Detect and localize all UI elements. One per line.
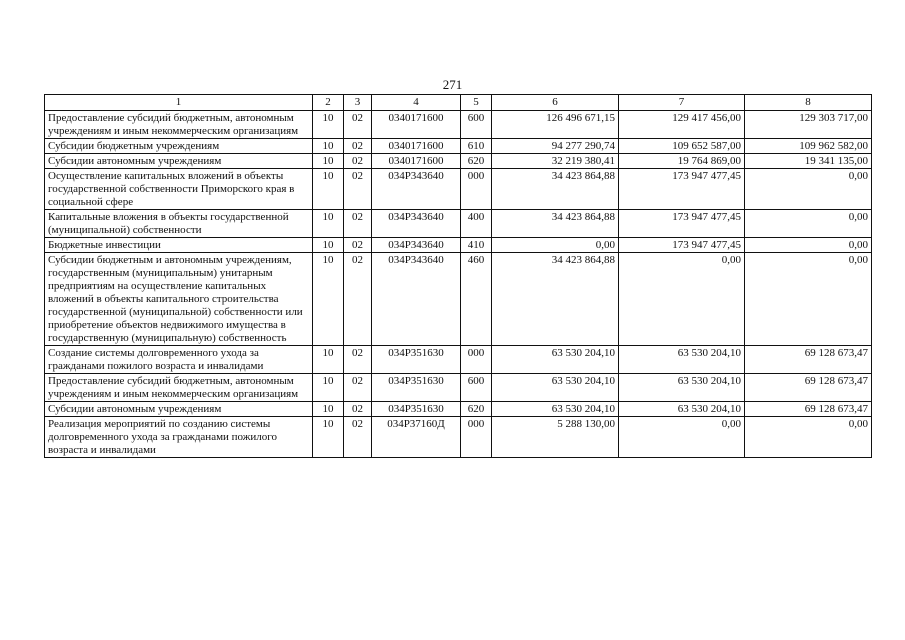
amount-col7-cell: 63 530 204,10 [619,374,745,402]
subsection-code-cell: 02 [344,253,372,346]
amount-col7-cell: 173 947 477,45 [619,238,745,253]
column-number: 4 [372,95,461,111]
amount-col7-cell: 173 947 477,45 [619,169,745,210]
target-article-cell: 034P343640 [372,253,461,346]
amount-col7-cell: 129 417 456,00 [619,111,745,139]
section-code-cell: 10 [313,253,344,346]
expense-type-cell: 600 [461,111,492,139]
amount-col6-cell: 34 423 864,88 [492,169,619,210]
amount-col6-cell: 5 288 130,00 [492,417,619,458]
expense-type-cell: 400 [461,210,492,238]
table-row [45,169,872,210]
column-number: 1 [45,95,313,111]
subsection-code-cell: 02 [344,238,372,253]
target-article-cell: 0340171600 [372,139,461,154]
section-code-cell: 10 [313,111,344,139]
target-article-cell: 034P351630 [372,374,461,402]
amount-col6-cell: 32 219 380,41 [492,154,619,169]
amount-col7-cell: 109 652 587,00 [619,139,745,154]
section-code-cell: 10 [313,238,344,253]
target-article-cell: 034P343640 [372,169,461,210]
amount-col6-cell: 94 277 290,74 [492,139,619,154]
amount-col7-cell: 19 764 869,00 [619,154,745,169]
row-name-cell: Субсидии бюджетным учреждениям [45,139,313,154]
amount-col8-cell: 0,00 [745,169,872,210]
target-article-cell: 034P343640 [372,210,461,238]
amount-col8-cell: 69 128 673,47 [745,402,872,417]
amount-col7-cell: 63 530 204,10 [619,402,745,417]
table-row [45,238,872,253]
expense-type-cell: 600 [461,374,492,402]
amount-col6-cell: 63 530 204,10 [492,402,619,417]
table-row [45,374,872,402]
amount-col8-cell: 0,00 [745,238,872,253]
amount-col7-cell: 0,00 [619,253,745,346]
amount-col6-cell: 34 423 864,88 [492,210,619,238]
amount-col8-cell: 0,00 [745,210,872,238]
section-code-cell: 10 [313,374,344,402]
section-code-cell: 10 [313,169,344,210]
expense-type-cell: 000 [461,417,492,458]
amount-col8-cell: 129 303 717,00 [745,111,872,139]
row-name-cell: Реализация мероприятий по созданию системы долговременного ухода за гражданами пожилого возраста и инвалидами [45,417,313,458]
subsection-code-cell: 02 [344,417,372,458]
target-article-cell: 0340171600 [372,111,461,139]
amount-col8-cell: 19 341 135,00 [745,154,872,169]
amount-col7-cell: 0,00 [619,417,745,458]
subsection-code-cell: 02 [344,139,372,154]
section-code-cell: 10 [313,417,344,458]
row-name-cell: Капитальные вложения в объекты государственной (муниципальной) собственности [45,210,313,238]
amount-col7-cell: 63 530 204,10 [619,346,745,374]
target-article-cell: 034P37160Д [372,417,461,458]
amount-col8-cell: 0,00 [745,253,872,346]
amount-col8-cell: 69 128 673,47 [745,346,872,374]
table-row [45,154,872,169]
table-row [45,210,872,238]
expense-type-cell: 000 [461,169,492,210]
amount-col8-cell: 0,00 [745,417,872,458]
target-article-cell: 034P343640 [372,238,461,253]
row-name-cell: Субсидии автономным учреждениям [45,402,313,417]
subsection-code-cell: 02 [344,374,372,402]
row-name-cell: Субсидии автономным учреждениям [45,154,313,169]
row-name-cell: Создание системы долговременного ухода за гражданами пожилого возраста и инвалидами [45,346,313,374]
page-number: 271 [442,77,463,92]
target-article-cell: 034P351630 [372,346,461,374]
subsection-code-cell: 02 [344,169,372,210]
target-article-cell: 0340171600 [372,154,461,169]
expense-type-cell: 620 [461,402,492,417]
column-number: 6 [492,95,619,111]
table-row [45,253,872,346]
table-row [45,111,872,139]
amount-col8-cell: 109 962 582,00 [745,139,872,154]
row-name-cell: Предоставление субсидий бюджетным, автономным учреждениям и иным некоммерческим организациям [45,374,313,402]
section-code-cell: 10 [313,346,344,374]
section-code-cell: 10 [313,154,344,169]
row-name-cell: Предоставление субсидий бюджетным, автономным учреждениям и иным некоммерческим организациям [45,111,313,139]
column-number: 8 [745,95,872,111]
expense-type-cell: 610 [461,139,492,154]
row-name-cell: Осуществление капитальных вложений в объекты государственной собственности Приморского края в социальной сфере [45,169,313,210]
subsection-code-cell: 02 [344,346,372,374]
amount-col6-cell: 63 530 204,10 [492,346,619,374]
column-number-row [45,95,872,111]
amount-col6-cell: 34 423 864,88 [492,253,619,346]
table-row [45,417,872,458]
budget-table [44,94,872,458]
section-code-cell: 10 [313,210,344,238]
subsection-code-cell: 02 [344,154,372,169]
amount-col7-cell: 173 947 477,45 [619,210,745,238]
table-row [45,402,872,417]
row-name-cell: Субсидии бюджетным и автономным учреждениям, государственным (муниципальным) унитарным предприятиям на осуществление капитальных вложений в объекты капитального строительства государственной (муниципальной) собственности или приобретение объектов недвижимого имущества в государственную (муниципальную) собственность [45,253,313,346]
column-number: 2 [313,95,344,111]
section-code-cell: 10 [313,402,344,417]
subsection-code-cell: 02 [344,111,372,139]
subsection-code-cell: 02 [344,210,372,238]
expense-type-cell: 620 [461,154,492,169]
section-code-cell: 10 [313,139,344,154]
amount-col6-cell: 63 530 204,10 [492,374,619,402]
expense-type-cell: 410 [461,238,492,253]
expense-type-cell: 000 [461,346,492,374]
target-article-cell: 034P351630 [372,402,461,417]
table-row [45,346,872,374]
table-row [45,139,872,154]
column-number: 3 [344,95,372,111]
amount-col6-cell: 126 496 671,15 [492,111,619,139]
column-number: 7 [619,95,745,111]
subsection-code-cell: 02 [344,402,372,417]
expense-type-cell: 460 [461,253,492,346]
amount-col8-cell: 69 128 673,47 [745,374,872,402]
amount-col6-cell: 0,00 [492,238,619,253]
column-number: 5 [461,95,492,111]
row-name-cell: Бюджетные инвестиции [45,238,313,253]
